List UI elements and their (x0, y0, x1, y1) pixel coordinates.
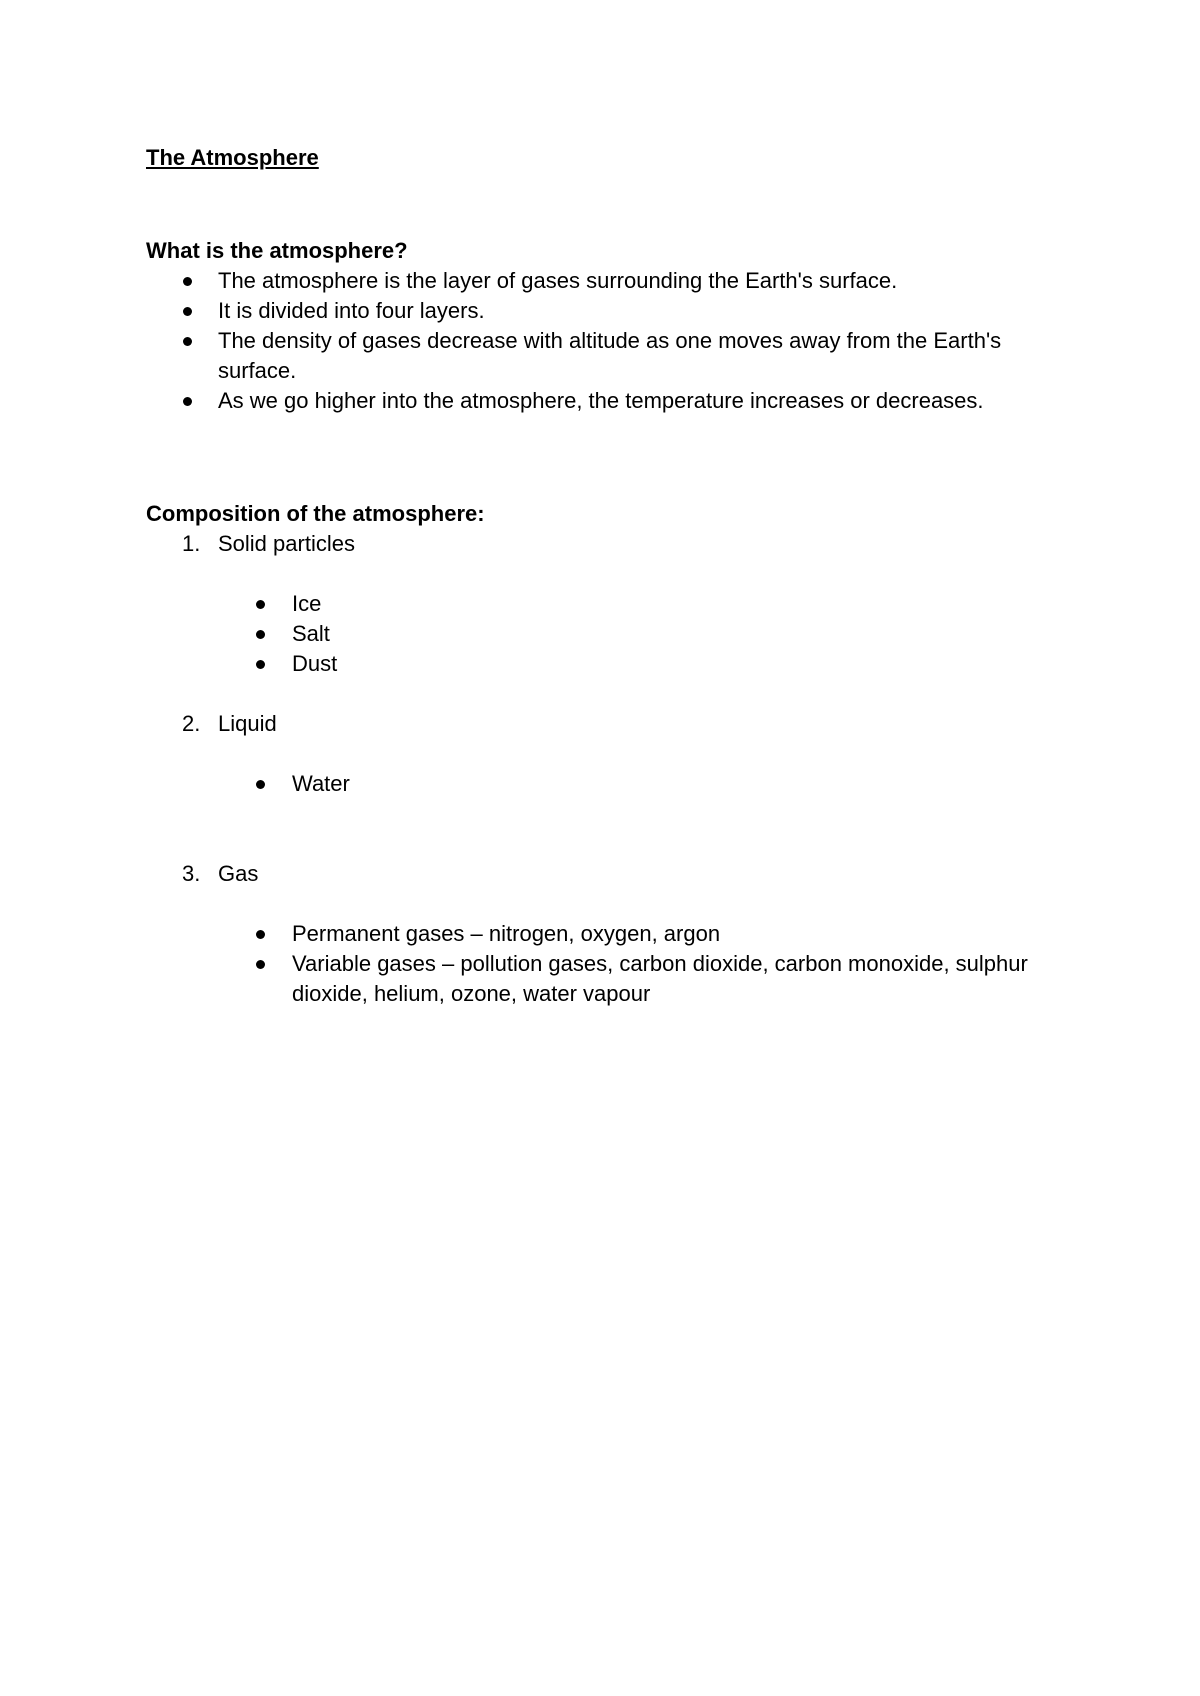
composition-item-label: Solid particles (218, 531, 355, 556)
list-item: Variable gases – pollution gases, carbon dioxide, carbon monoxide, sulphur dioxide, helium, ozone, water vapour (146, 949, 1046, 1009)
composition-item-label: Liquid (218, 711, 277, 736)
list-item: Ice (146, 589, 1046, 619)
what-is-bullet-list (146, 266, 1026, 416)
composition-item-gas (146, 859, 1046, 1009)
list-item: As we go higher into the atmosphere, the temperature increases or decreases. (146, 386, 1026, 416)
composition-item-solid (146, 529, 1046, 679)
solid-bullet-list (146, 589, 1046, 679)
list-item: It is divided into four layers. (146, 296, 1026, 326)
composition-numbered-list (146, 529, 1046, 1009)
section-heading-composition: Composition of the atmosphere: (146, 501, 485, 526)
composition-item-liquid (146, 709, 1046, 799)
list-item: Water (146, 769, 1046, 799)
list-number: 1. (182, 531, 201, 556)
section-heading-what-is: What is the atmosphere? (146, 238, 408, 263)
composition-item-label: Gas (218, 861, 259, 886)
list-item: Permanent gases – nitrogen, oxygen, argon (146, 919, 1046, 949)
list-item: Dust (146, 649, 1046, 679)
list-item: The atmosphere is the layer of gases surrounding the Earth's surface. (146, 266, 1026, 296)
liquid-bullet-list (146, 769, 1046, 799)
list-number: 3. (182, 861, 201, 886)
document-page (146, 143, 1046, 1009)
list-number: 2. (182, 711, 201, 736)
list-item: The density of gases decrease with altitude as one moves away from the Earth's surface. (146, 326, 1026, 386)
document-title: The Atmosphere (146, 145, 319, 170)
list-item: Salt (146, 619, 1046, 649)
gas-bullet-list (146, 919, 1046, 1009)
